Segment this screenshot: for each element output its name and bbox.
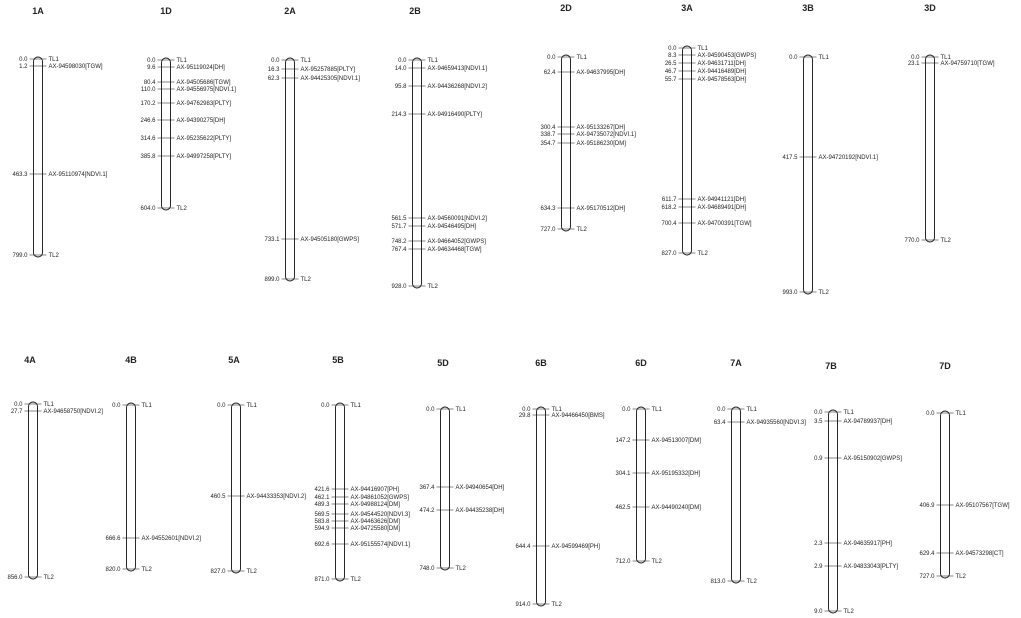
marker-name: AX-94988124[DM] — [350, 502, 400, 508]
marker-position: 170.2 — [140, 101, 156, 107]
chromosome-title: 3B — [802, 3, 814, 13]
marker-name: AX-94735072[NDVI.1] — [576, 132, 636, 138]
marker-position: 26.5 — [664, 61, 677, 67]
chromosome-1a — [12, 6, 107, 259]
marker-position: 16.3 — [267, 67, 280, 73]
chromosome-3a — [661, 3, 756, 257]
chromosome-bar — [127, 403, 136, 571]
marker-name: TL1 — [576, 55, 587, 61]
marker-name: TL2 — [350, 577, 361, 583]
marker-name: TL1 — [427, 58, 438, 64]
marker-position: 3.5 — [814, 419, 823, 425]
chromosome-bar — [926, 55, 935, 242]
marker-position: 417.5 — [782, 155, 798, 161]
marker-name: AX-95195332[DH] — [651, 471, 701, 477]
marker-position: 0.0 — [547, 55, 556, 61]
chromosome-bar — [804, 55, 813, 294]
marker-name: TL2 — [300, 277, 311, 283]
marker-position: 95.8 — [394, 84, 407, 90]
marker-name: TL2 — [746, 579, 757, 585]
marker-position: 246.6 — [140, 118, 156, 124]
marker-position: 1.2 — [19, 64, 28, 70]
marker-name: AX-95257885[PLTY] — [300, 67, 356, 73]
marker-position: 0.0 — [814, 410, 823, 416]
chromosome-2b — [391, 6, 487, 290]
marker-name: AX-94416489[DH] — [697, 69, 747, 75]
marker-position: 748.2 — [391, 239, 407, 245]
chromosome-5a — [210, 355, 306, 575]
marker-position: 0.0 — [271, 58, 280, 64]
marker-name: TL1 — [43, 402, 54, 408]
marker-position: 406.9 — [919, 503, 935, 509]
marker-position: 460.5 — [210, 494, 226, 500]
marker-position: 644.4 — [515, 544, 531, 550]
marker-name: AX-94700391[TGW] — [697, 221, 752, 227]
marker-name: AX-94598030[TGW] — [48, 64, 103, 70]
marker-position: 421.6 — [314, 487, 330, 493]
marker-name: AX-94759710[TGW] — [940, 61, 995, 67]
marker-name: AX-94463626[DM] — [350, 519, 400, 525]
marker-position: 489.3 — [314, 502, 330, 508]
marker-position: 14.0 — [394, 66, 407, 72]
chromosome-title: 7B — [825, 361, 837, 371]
chromosome-bar — [336, 403, 345, 581]
marker-name: AX-94416907[PH] — [350, 487, 399, 493]
marker-position: 304.1 — [615, 471, 631, 477]
marker-position: 0.0 — [112, 403, 121, 409]
marker-name: AX-94573298[CT] — [955, 551, 1004, 557]
chromosome-bar — [683, 46, 692, 255]
marker-position: 300.4 — [540, 125, 556, 131]
marker-name: AX-95235622[PLTY] — [176, 136, 232, 142]
marker-position: 80.4 — [143, 80, 156, 86]
marker-position: 462.5 — [615, 505, 631, 511]
marker-name: AX-94552601[NDVI.2] — [141, 536, 201, 542]
marker-position: 63.4 — [713, 420, 726, 426]
marker-name: TL1 — [48, 57, 59, 63]
marker-name: TL1 — [697, 46, 708, 52]
chromosome-5b — [314, 355, 410, 583]
marker-position: 770.0 — [904, 238, 920, 244]
marker-name: TL2 — [427, 284, 438, 290]
marker-name: AX-94634468[TGW] — [427, 247, 482, 253]
chromosome-7b — [814, 361, 902, 615]
marker-name: AX-95170512[DH] — [576, 206, 626, 212]
marker-name: AX-94833043[PLTY] — [843, 564, 899, 570]
chromosome-title: 6B — [535, 358, 547, 368]
marker-name: AX-94599469[PH] — [551, 544, 600, 550]
marker-name: AX-94590453[GWPS] — [697, 53, 756, 59]
marker-position: 0.0 — [398, 58, 407, 64]
chromosome-title: 1A — [32, 6, 44, 16]
marker-position: 0.0 — [321, 403, 330, 409]
marker-position: 29.8 — [518, 413, 531, 419]
chromosome-title: 6D — [635, 358, 647, 368]
marker-position: 0.0 — [14, 402, 23, 408]
chromosome-title: 5D — [437, 358, 449, 368]
marker-position: 856.0 — [7, 575, 23, 581]
marker-name: AX-94940654[DH] — [455, 485, 505, 491]
marker-name: TL1 — [551, 407, 562, 413]
chromosome-5d — [419, 358, 504, 572]
marker-position: 0.0 — [926, 411, 935, 417]
marker-name: TL2 — [940, 238, 951, 244]
chromosome-2a — [264, 6, 360, 283]
marker-name: AX-94490240[DM] — [651, 505, 701, 511]
marker-position: 700.4 — [661, 221, 677, 227]
marker-position: 0.0 — [147, 58, 156, 64]
marker-position: 9.0 — [814, 609, 823, 615]
marker-position: 9.6 — [147, 65, 156, 71]
marker-position: 813.0 — [710, 579, 726, 585]
chromosome-bar — [162, 58, 171, 210]
marker-name: AX-94556975[NDVI.1] — [176, 87, 236, 93]
marker-position: 354.7 — [540, 141, 556, 147]
marker-position: 993.0 — [782, 290, 798, 296]
marker-name: AX-94578563[DH] — [697, 77, 747, 83]
chromosome-bar — [441, 407, 450, 570]
marker-name: AX-95133267[DH] — [576, 125, 626, 131]
marker-position: 618.2 — [661, 205, 677, 211]
marker-position: 147.2 — [615, 438, 631, 444]
marker-name: AX-95155574[NDVI.1] — [350, 542, 410, 548]
marker-position: 899.0 — [264, 277, 280, 283]
marker-name: TL2 — [551, 602, 562, 608]
chromosome-title: 5B — [332, 355, 344, 365]
marker-position: 214.3 — [391, 112, 407, 118]
chromosome-7a — [710, 358, 806, 585]
marker-name: AX-94436268[NDVI.2] — [427, 84, 487, 90]
marker-position: 712.0 — [615, 559, 631, 565]
marker-name: AX-94789937[DH] — [843, 419, 893, 425]
marker-position: 0.0 — [217, 403, 226, 409]
marker-position: 569.5 — [314, 512, 330, 518]
marker-name: AX-94390275[DH] — [176, 118, 226, 124]
marker-position: 692.6 — [314, 542, 330, 548]
chromosome-4a — [7, 355, 103, 581]
chromosome-bar — [29, 402, 38, 579]
marker-name: AX-95107567[TGW] — [955, 503, 1010, 509]
marker-name: TL1 — [350, 403, 361, 409]
marker-position: 666.6 — [105, 536, 121, 542]
marker-position: 0.0 — [717, 407, 726, 413]
marker-name: TL2 — [455, 566, 466, 572]
marker-position: 928.0 — [391, 284, 407, 290]
marker-name: TL1 — [651, 407, 662, 413]
marker-name: AX-95186230[DM] — [576, 141, 626, 147]
marker-position: 727.0 — [919, 574, 935, 580]
marker-name: AX-94544520[NDVI.3] — [350, 512, 410, 518]
marker-position: 0.0 — [426, 407, 435, 413]
marker-position: 571.7 — [391, 224, 407, 230]
marker-name: TL1 — [176, 58, 187, 64]
marker-name: AX-94425305[NDVI.1] — [300, 76, 360, 82]
chromosome-7d — [919, 361, 1009, 580]
marker-name: AX-94861052[GWPS] — [350, 495, 409, 501]
marker-position: 62.3 — [267, 76, 280, 82]
marker-name: TL1 — [246, 403, 257, 409]
marker-position: 799.0 — [12, 253, 28, 259]
marker-position: 0.0 — [789, 55, 798, 61]
marker-position: 820.0 — [105, 567, 121, 573]
marker-position: 748.0 — [419, 566, 435, 572]
marker-position: 110.0 — [140, 87, 156, 93]
marker-name: TL1 — [141, 403, 152, 409]
chromosome-bar — [537, 407, 546, 606]
marker-position: 27.7 — [10, 409, 23, 415]
marker-name: TL1 — [843, 410, 854, 416]
marker-name: AX-94433353[NDVI.2] — [246, 494, 306, 500]
marker-position: 604.0 — [140, 206, 156, 212]
marker-position: 23.1 — [907, 61, 920, 67]
marker-name: AX-94466450[BMS] — [551, 413, 605, 419]
marker-name: AX-95150902[GWPS] — [843, 456, 902, 462]
chromosome-bar — [286, 58, 295, 281]
marker-position: 634.3 — [540, 206, 556, 212]
marker-name: TL1 — [955, 411, 966, 417]
chromosome-title: 3A — [681, 3, 693, 13]
marker-name: AX-95110974[NDVI.1] — [48, 172, 108, 178]
chromosome-bar — [232, 403, 241, 573]
marker-name: TL2 — [176, 206, 187, 212]
marker-position: 46.7 — [664, 69, 677, 75]
marker-name: AX-94658750[NDVI.2] — [43, 409, 103, 415]
marker-name: AX-94637995[DH] — [576, 70, 626, 76]
marker-name: AX-94435238[DH] — [455, 508, 505, 514]
marker-name: TL2 — [43, 575, 54, 581]
chromosome-title: 3D — [924, 3, 936, 13]
marker-position: 827.0 — [661, 251, 677, 257]
chromosome-3d — [904, 3, 994, 244]
marker-name: TL2 — [576, 227, 587, 233]
marker-name: TL2 — [697, 251, 708, 257]
marker-position: 727.0 — [540, 227, 556, 233]
marker-name: TL2 — [955, 574, 966, 580]
marker-name: TL2 — [48, 253, 59, 259]
marker-name: TL2 — [843, 609, 854, 615]
chromosome-1d — [140, 6, 236, 212]
marker-position: 474.2 — [419, 508, 435, 514]
marker-position: 55.7 — [664, 77, 677, 83]
marker-name: AX-94546495[DH] — [427, 224, 477, 230]
marker-name: AX-94935560[NDVI.3] — [746, 420, 806, 426]
chromosome-2d — [540, 3, 636, 233]
marker-name: TL2 — [818, 290, 829, 296]
marker-position: 338.7 — [540, 132, 556, 138]
marker-name: TL1 — [455, 407, 466, 413]
chromosome-title: 5A — [228, 355, 240, 365]
chromosome-4b — [105, 355, 201, 573]
marker-position: 0.0 — [522, 407, 531, 413]
marker-position: 561.5 — [391, 216, 407, 222]
marker-position: 733.1 — [264, 237, 280, 243]
chromosome-6b — [515, 358, 604, 608]
chromosome-bar — [829, 410, 838, 613]
marker-position: 594.9 — [314, 526, 330, 532]
marker-name: TL1 — [940, 55, 951, 61]
chromosome-title: 2A — [284, 6, 296, 16]
chromosome-title: 2B — [409, 6, 421, 16]
marker-name: AX-94513007[DM] — [651, 438, 701, 444]
marker-position: 827.0 — [210, 569, 226, 575]
marker-name: AX-94997258[PLTY] — [176, 154, 232, 160]
chromosome-bar — [413, 58, 422, 288]
marker-position: 462.1 — [314, 495, 330, 501]
marker-name: TL1 — [300, 58, 311, 64]
marker-name: AX-94560091[NDVI.2] — [427, 216, 487, 222]
marker-position: 8.3 — [668, 53, 677, 59]
marker-name: AX-94631711[DH] — [697, 61, 746, 67]
marker-position: 2.9 — [814, 564, 823, 570]
marker-position: 385.8 — [140, 154, 156, 160]
chromosome-title: 2D — [560, 3, 572, 13]
marker-name: TL1 — [818, 55, 829, 61]
marker-position: 611.7 — [661, 197, 677, 203]
marker-name: TL2 — [651, 559, 662, 565]
chromosome-title: 4B — [125, 355, 137, 365]
marker-name: AX-94916490[PLTY] — [427, 112, 483, 118]
marker-name: AX-94725580[DM] — [350, 526, 400, 532]
marker-position: 583.8 — [314, 519, 330, 525]
marker-name: TL2 — [246, 569, 257, 575]
marker-position: 314.6 — [140, 136, 156, 142]
marker-name: TL1 — [746, 407, 757, 413]
marker-position: 367.4 — [419, 485, 435, 491]
marker-name: AX-94941121[DH] — [697, 197, 746, 203]
marker-name: AX-94659413[NDVI.1] — [427, 66, 487, 72]
chromosome-title: 7D — [939, 361, 951, 371]
chromosome-title: 7A — [730, 358, 742, 368]
marker-position: 62.4 — [543, 70, 556, 76]
marker-position: 0.0 — [911, 55, 920, 61]
chromosome-bar — [34, 57, 43, 257]
marker-name: AX-94762983[PLTY] — [176, 101, 232, 107]
marker-position: 0.0 — [622, 407, 631, 413]
marker-name: TL2 — [141, 567, 152, 573]
marker-position: 0.0 — [668, 46, 677, 52]
chromosome-title: 4A — [24, 355, 36, 365]
marker-name: AX-94505686[TGW] — [176, 80, 231, 86]
marker-position: 0.0 — [19, 57, 28, 63]
chromosome-bar — [732, 407, 741, 583]
marker-name: AX-94635917[PH] — [843, 541, 892, 547]
marker-position: 0.9 — [814, 456, 823, 462]
marker-position: 914.0 — [515, 602, 531, 608]
marker-name: AX-95119024[DH] — [176, 65, 225, 71]
chromosome-title: 1D — [160, 6, 172, 16]
chromosome-6d — [615, 358, 701, 565]
marker-name: AX-94689491[DH] — [697, 205, 747, 211]
marker-position: 767.4 — [391, 247, 407, 253]
marker-name: AX-94720192[NDVI.1] — [818, 155, 878, 161]
marker-name: AX-94505180[GWPS] — [300, 237, 359, 243]
chromosome-3b — [782, 3, 878, 296]
marker-position: 463.3 — [12, 172, 28, 178]
chromosome-bar — [637, 407, 646, 563]
marker-position: 2.3 — [814, 541, 823, 547]
marker-position: 871.0 — [314, 577, 330, 583]
marker-name: AX-94664052[GWPS] — [427, 239, 486, 245]
marker-position: 629.4 — [919, 551, 935, 557]
